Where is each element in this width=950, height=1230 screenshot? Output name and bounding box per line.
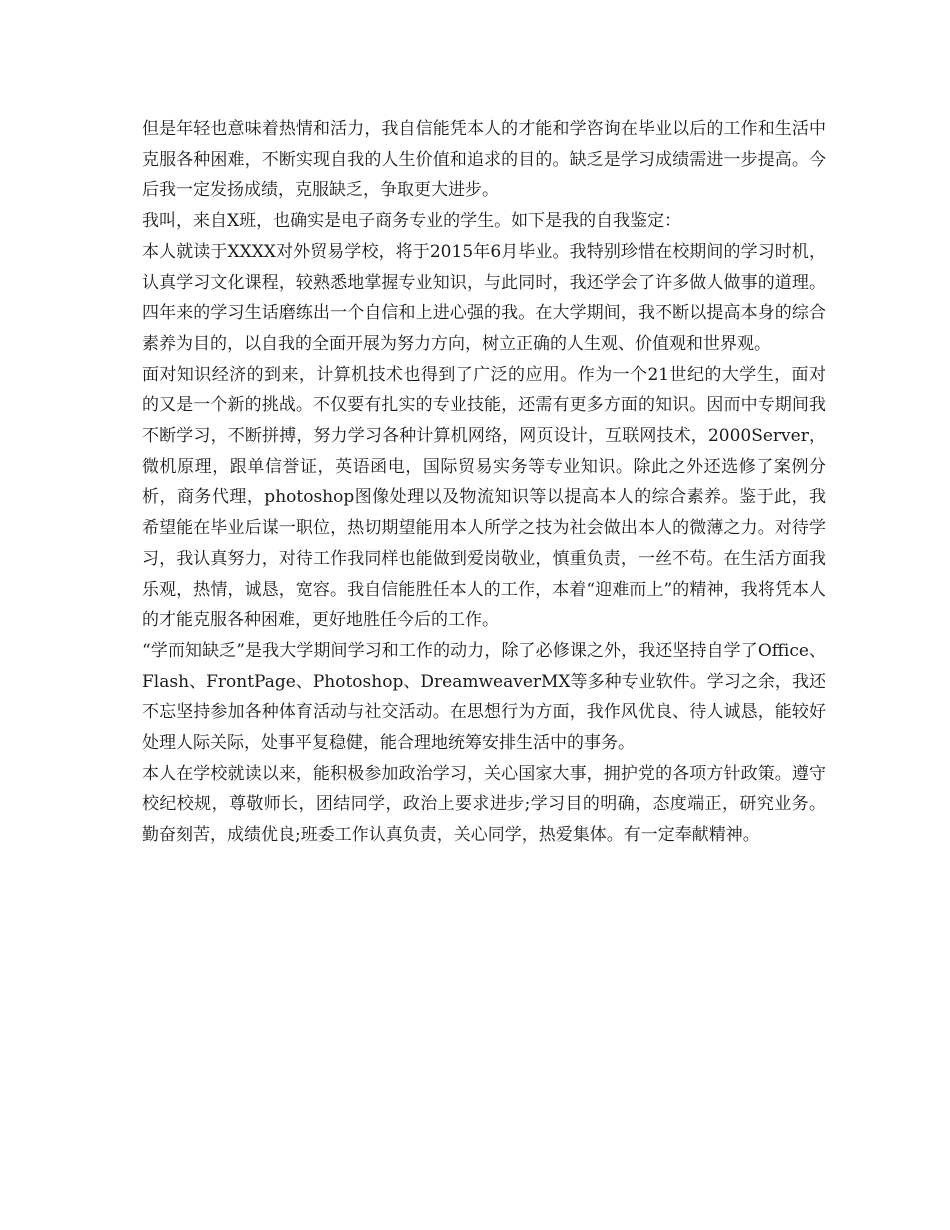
document-body <box>142 114 826 851</box>
paragraph-6: 本人在学校就读以来，能积极参加政治学习，关心国家大事，拥护党的各项方针政策。遵守校纪校规，尊敬师长，团结同学，政治上要求进步;学习目的明确，态度端正，研究业务。勤奋刻苦，成绩优良;班委工作认真负责，关心同学，热爱集体。有一定奉献精神。 <box>142 763 826 846</box>
paragraph-3: 本人就读于XXXX对外贸易学校，将于2015年6月毕业。我特别珍惜在校期间的学习时机，认真学习文化课程，较熟悉地掌握专业知识，与此同时，我还学会了许多做人做事的道理。四年来的学习生话磨练出一个自信和上进心强的我。在大学期间，我不断以提高本身的综合素养为目的，以自我的全面开展为努力方向，树立正确的人生观、价值观和世界观。 <box>142 241 826 354</box>
paragraph-1: 但是年轻也意味着热情和活力，我自信能凭本人的才能和学咨询在毕业以后的工作和生活中克服各种困难，不断实现自我的人生价值和追求的目的。缺乏是学习成绩需进一步提高。今后我一定发扬成绩，克服缺乏，争取更大进步。 <box>142 119 826 201</box>
paragraph-4: 面对知识经济的到来，计算机技术也得到了广泛的应用。作为一个21世纪的大学生，面对的又是一个新的挑战。不仅要有扎实的专业技能，还需有更多方面的知识。因而中专期间我不断学习，不断拼搏，努力学习各种计算机网络，网页设计，互联网技术，2000Server，微机原理，跟单信誉证，英语函电，国际贸易实务等专业知识。除此之外还选修了案例分析，商务代理，photoshop图像处理以及物流知识等以提高本人的综合素养。鉴于此，我希望能在毕业后谋一职位，热切期望能用本人所学之技为社会做出本人的微薄之力。对待学习，我认真努力，对待工作我同样也能做到爱岗敬业，慎重负责，一丝不苟。在生活方面我乐观，热情，诚恳，宽容。我自信能胜任本人的工作，本着“迎难而上”的精神，我将凭本人的才能克服各种困难，更好地胜任今后的工作。 <box>142 364 826 631</box>
paragraph-5: “学而知缺乏”是我大学期间学习和工作的动力，除了必修课之外，我还坚持自学了Office、Flash、FrontPage、Photoshop、DreamweaverMX等多种专业软件。学习之余，我还不忘坚持参加各种体育活动与社交活动。在思想行为方面，我作风优良、待人诚恳，能较好处理人际关际，处事平复稳健，能合理地统筹安排生活中的事务。 <box>142 640 826 754</box>
paragraph-2: 我叫，来自X班，也确实是电子商务专业的学生。如下是我的自我鉴定： <box>142 211 682 232</box>
